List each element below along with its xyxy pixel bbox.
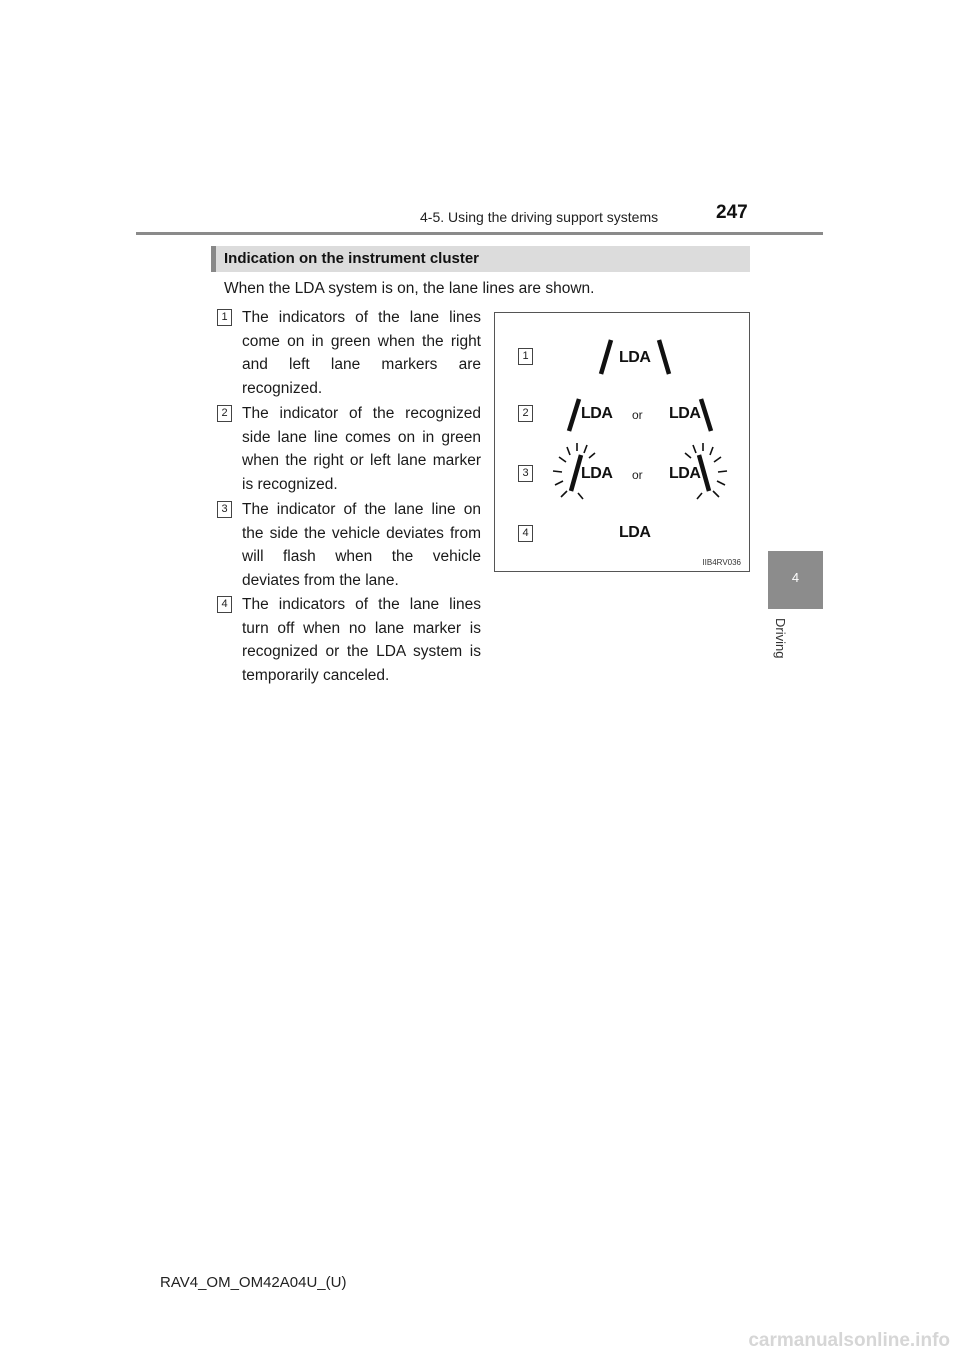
lda-icon-text: LDA — [581, 405, 613, 422]
lda-icon-text: LDA — [619, 349, 651, 366]
chapter-tab — [768, 551, 823, 609]
figure-row-badge: 3 — [518, 465, 533, 482]
figure-code: IIB4RV036 — [702, 558, 741, 567]
right-lane-line-icon — [697, 397, 717, 433]
item-number-badge: 3 — [217, 501, 232, 518]
header-rule — [136, 232, 823, 235]
item-number-badge: 4 — [217, 596, 232, 613]
chapter-number: 4 — [791, 570, 800, 585]
item-number-badge: 1 — [217, 309, 232, 326]
item-text: The indicator of the lane line on the side the vehicle deviates from will flash when the vehicle deviates from the lane. — [242, 501, 481, 589]
lda-icon-text: LDA — [669, 405, 701, 422]
lda-icon-text: LDA — [619, 524, 651, 541]
item-text: The indicators of the lane lines come on in green when the right and left lane markers are recognized. — [242, 309, 481, 397]
page-number: 247 — [716, 202, 748, 223]
flashing-right-lane-line-icon — [673, 443, 733, 503]
intro-text: When the LDA system is on, the lane lines are shown. — [224, 280, 595, 297]
lda-indicator-figure — [494, 312, 750, 572]
or-label: or — [632, 408, 643, 422]
item-text: The indicator of the recognized side lane line comes on in green when the right or left lane marker is recognized. — [242, 405, 481, 493]
section-heading: Indication on the instrument cluster — [211, 246, 750, 272]
figure-row-badge: 4 — [518, 525, 533, 542]
left-lane-line-icon — [563, 397, 583, 433]
item-number-badge: 2 — [217, 405, 232, 422]
item-text: The indicators of the lane lines turn off when no lane marker is recognized or the LDA system is temporarily canceled. — [242, 596, 481, 684]
figure-row-badge: 2 — [518, 405, 533, 422]
chapter-label — [772, 618, 794, 668]
lda-icon-text: LDA — [669, 465, 701, 482]
header-section-title: 4-5. Using the driving support systems — [420, 209, 659, 225]
document-code: RAV4_OM_OM42A04U_(U) — [160, 1274, 347, 1291]
watermark: carmanualsonline.info — [748, 1330, 950, 1351]
figure-row-badge: 1 — [518, 348, 533, 365]
or-label: or — [632, 468, 643, 482]
chapter-label-text: Driving — [773, 618, 788, 659]
lda-icon-text: LDA — [581, 465, 613, 482]
